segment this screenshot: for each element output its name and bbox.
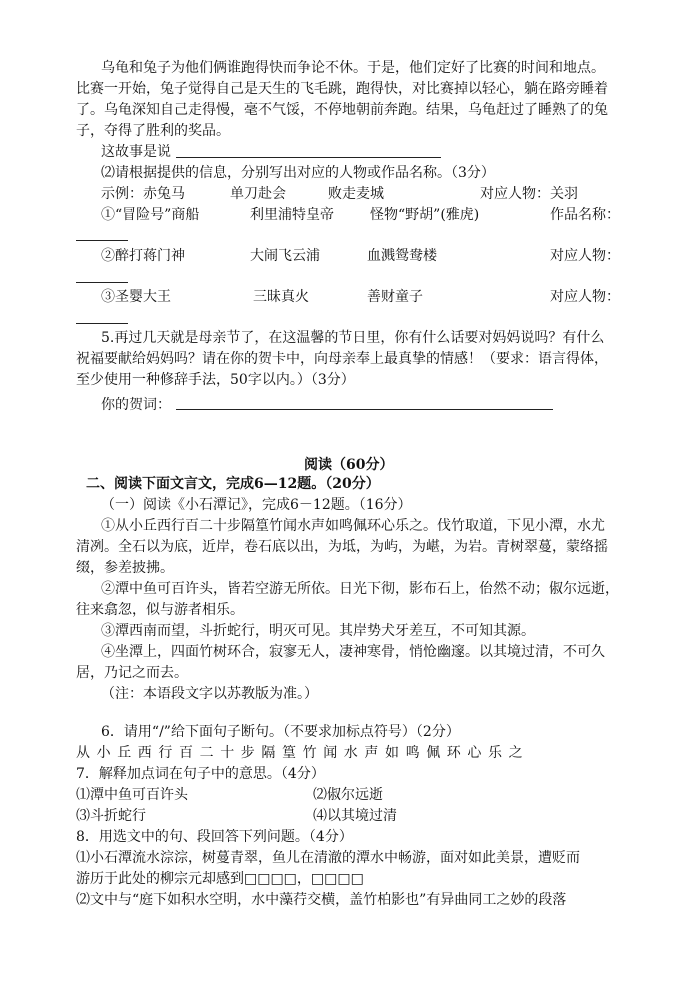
q5-answer-prompt: 你的贺词： [101, 397, 171, 413]
q2-row3-item: 三昧真火 [253, 289, 309, 305]
reading-section-heading: 二、阅读下面文言文，完成6—12题。（20分） [86, 476, 380, 492]
reading-subheading: （一）阅读《小石潭记》，完成6－12题。（16分） [101, 497, 412, 513]
q8-line: ⑴小石潭流水淙淙，树蔓青翠，鱼儿在清澈的潭水中畅游，面对如此美景，遭贬而 [76, 850, 580, 866]
passage-line: 居，乃记之而去。 [76, 665, 188, 681]
q6-prompt: 6．请用“/”给下面句子断句。（不要求加标点符号）（2分） [101, 724, 460, 740]
q2-row1-item: 怪物“野胡”(雅虎) [370, 207, 480, 223]
passage-note: （注：本语段文字以苏教版为准。） [101, 686, 318, 702]
q2-row3-item: 善财童子 [367, 289, 423, 305]
q5-line: 至少使用一种修辞手法，50字以内。）（3分） [76, 372, 355, 388]
q8-prompt: 8．用选文中的句、段回答下列问题。（4分） [76, 829, 353, 845]
q7-item: ⑴潭中鱼可百许头 [76, 787, 188, 803]
q2-row3-item: ③圣婴大王 [101, 289, 171, 305]
passage-line: 缀，参差披拂。 [76, 560, 174, 576]
story-answer-prompt: 这故事是说 [101, 144, 171, 160]
passage-line: 往来翕忽，似与游者相乐。 [76, 602, 244, 618]
q2-row2-item: 大闹飞云浦 [250, 248, 320, 264]
story-answer-line[interactable] [176, 157, 441, 158]
q2-row2-item: ②醉打蒋门神 [101, 248, 185, 264]
q2-instruction: ⑵请根据提供的信息，分别写出对应的人物或作品名称。（3分） [101, 165, 495, 181]
passage-line: ④坐潭上，四面竹树环合，寂寥无人，凄神寒骨，悄怆幽邃。以其境过清，不可久 [101, 644, 605, 660]
q2-row2-answer-line[interactable] [76, 282, 128, 283]
passage-line: ②潭中鱼可百许头，皆若空游无所依。日光下彻，影布石上，佁然不动；俶尔远逝， [101, 581, 619, 597]
q2-row1-item: 作品名称： [550, 207, 620, 223]
q2-example-item: 单刀赴会 [230, 186, 286, 202]
story-line: 了。乌龟深知自己走得慢，毫不气馁，不停地朝前奔跑。结果，乌龟赶过了睡熟了的兔 [76, 102, 608, 118]
passage-line: ③潭西南而望，斗折蛇行，明灭可见。其岸势犬牙差互，不可知其源。 [101, 623, 535, 639]
q7-prompt: 7．解释加点词在句子中的意思。（4分） [76, 766, 325, 782]
q2-row3-item: 对应人物： [550, 289, 620, 305]
q7-item: ⑷以其境过清 [313, 808, 397, 824]
q5-line: 5.再过几天就是母亲节了，在这温馨的节日里，你有什么话要对妈妈说吗？有什么 [101, 330, 605, 346]
q2-row1-item: ①“冒险号”商船 [101, 207, 200, 223]
q2-row3-answer-line[interactable] [76, 323, 128, 324]
story-line: 子，夺得了胜利的奖品。 [76, 123, 230, 139]
q5-line: 祝福要献给妈妈吗？请在你的贺卡中，向母亲奉上最真挚的情感！（要求：语言得体， [76, 351, 608, 367]
q5-answer-line[interactable] [176, 409, 553, 410]
story-line: 比赛一开始，兔子觉得自己是天生的飞毛跳，跑得快，对比赛掉以轻心，躺在路旁睡着 [76, 81, 608, 97]
q8-line: 游历于此处的柳宗元却感到□□□□，□□□□ [76, 871, 364, 887]
q2-row2-item: 对应人物： [550, 248, 620, 264]
q2-example-item: 示例：赤兔马 [101, 186, 185, 202]
passage-line: ①从小丘西行百二十步隔篁竹闻水声如鸣佩环心乐之。伐竹取道，下见小潭，水尤 [101, 518, 605, 534]
q8-line: ⑵文中与“庭下如积水空明，水中藻荇交横，盖竹柏影也”有异曲同工之妙的段落 [76, 892, 567, 908]
reading-title: 阅读（60分） [304, 457, 394, 473]
passage-line: 清冽。全石以为底，近岸，卷石底以出，为坻，为屿，为嵁，为岩。青树翠蔓，蒙络摇 [76, 539, 608, 555]
q2-row2-item: 血溅鸳鸯楼 [367, 248, 437, 264]
q2-row1-answer-line[interactable] [76, 240, 128, 241]
q7-item: ⑶斗折蛇行 [76, 808, 146, 824]
q2-row1-item: 利里浦特皇帝 [250, 207, 334, 223]
q7-item: ⑵俶尔远逝 [313, 787, 383, 803]
story-line: 乌龟和兔子为他们俩谁跑得快而争论不休。于是，他们定好了比赛的时间和地点。 [101, 60, 605, 76]
q2-example-item: 对应人物：关羽 [480, 186, 578, 202]
q2-example-item: 败走麦城 [328, 186, 384, 202]
q6-sentence[interactable]: 从小丘西行百二十步隔篁竹闻水声如鸣佩环心乐之 [76, 745, 530, 761]
